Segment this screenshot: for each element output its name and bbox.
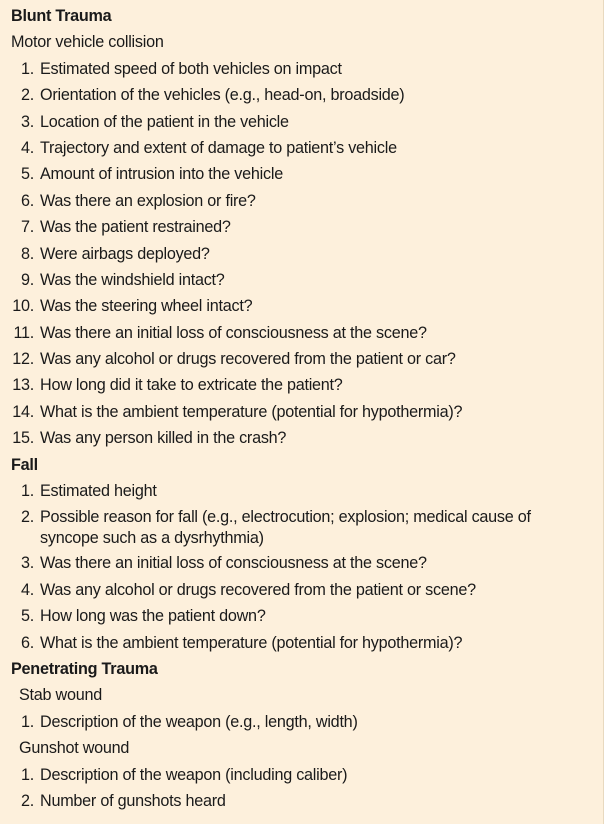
list-item: 1. Estimated height	[20, 482, 157, 501]
list-item: 1. Estimated speed of both vehicles on impact	[20, 59, 342, 78]
subheading-motor-vehicle-collision: Motor vehicle collision	[11, 33, 164, 52]
list-item: 3. Was there an initial loss of consciousness at the scene?	[20, 554, 427, 573]
list-item: 1. Description of the weapon (including caliber)	[20, 765, 348, 784]
subheading-fall: Fall	[11, 455, 38, 474]
list-item: 10. Was the steering wheel intact?	[12, 297, 253, 316]
list-item: 2. Number of gunshots heard	[20, 791, 226, 810]
list-item: 5. Amount of intrusion into the vehicle	[20, 165, 283, 184]
list-item: 1. Description of the weapon (e.g., length, width)	[20, 712, 358, 731]
list-item: 3. Location of the patient in the vehicle	[20, 112, 289, 131]
list-item: 15. Was any person killed in the crash?	[12, 429, 287, 448]
list-item: 6. What is the ambient temperature (potential for hypothermia)?	[20, 633, 463, 652]
list-item: 2. Possible reason for fall (e.g., electrocution; explosion; medical cause of syncope such as a dysrhythmia)	[20, 508, 531, 547]
list-item: 2. Orientation of the vehicles (e.g., head-on, broadside)	[20, 86, 405, 105]
list-item: 11. Was there an initial loss of consciousness at the scene?	[13, 323, 427, 342]
list-item: 5. How long was the patient down?	[20, 607, 266, 626]
subheading-gunshot-wound: Gunshot wound	[19, 739, 130, 758]
section-heading-blunt-trauma: Blunt Trauma	[11, 7, 112, 25]
list-item: 4. Was any alcohol or drugs recovered from the patient or scene?	[20, 580, 476, 599]
list-item: 6. Was there an explosion or fire?	[20, 191, 256, 210]
list-item: 12. Was any alcohol or drugs recovered from the patient or car?	[12, 350, 456, 369]
list-item: 9. Was the windshield intact?	[20, 270, 225, 289]
list-item: 7. Was the patient restrained?	[20, 218, 231, 237]
list-item: 8. Were airbags deployed?	[20, 244, 210, 263]
list-item: 4. Trajectory and extent of damage to patient’s vehicle	[20, 138, 397, 157]
list-item: 14. What is the ambient temperature (potential for hypothermia)?	[12, 402, 463, 421]
list-item: 13. How long did it take to extricate the patient?	[12, 376, 343, 395]
subheading-stab-wound: Stab wound	[19, 686, 102, 705]
section-heading-penetrating-trauma: Penetrating Trauma	[11, 659, 158, 678]
